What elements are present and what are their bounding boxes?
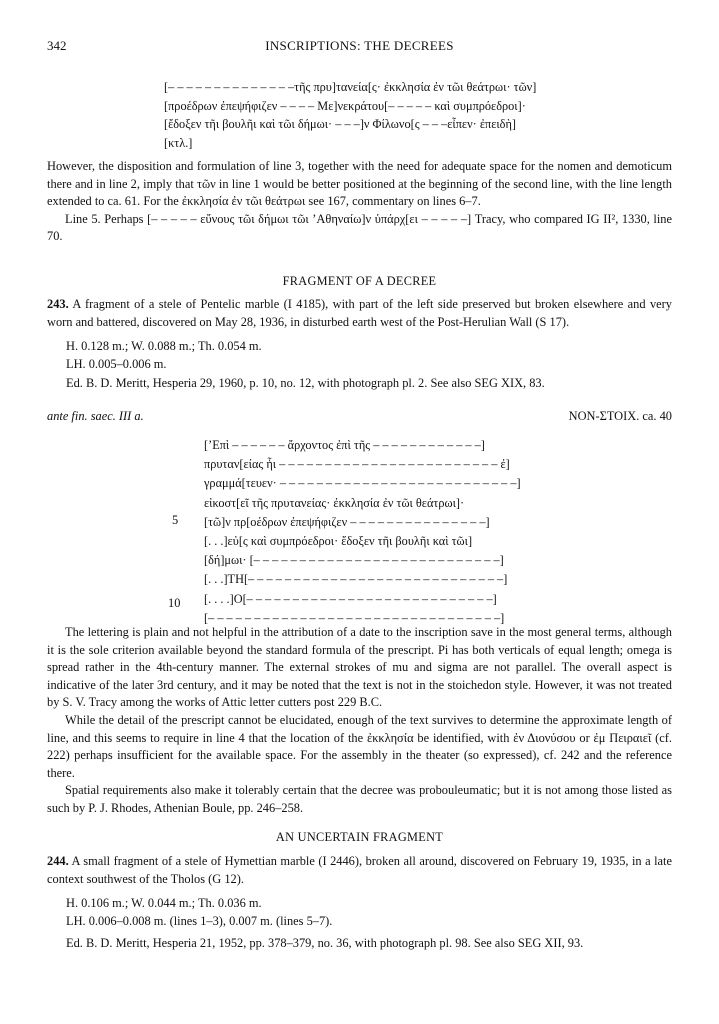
- entry-description-text: A small fragment of a stele of Hymettian marble (I 2446), broken all around, discovered on February 19, 1935, in a late context southwest of the Tholos (G 12).: [47, 854, 672, 886]
- page-number: 342: [47, 38, 67, 53]
- entry-number: 244.: [47, 854, 69, 868]
- commentary-p2-text: Line 5. Perhaps [– – – – – εὔνους τῶι δήμωι τῶι ’Αθηναίω]ν ὑπάρχ[ει – – – – –] Tracy, who compared IG II², 1330, line 70.: [47, 211, 672, 244]
- inscription-line: [. . .]ΤΗ[– – – – – – – – – – – – – – – – – – – – – – – – – – – –]: [204, 572, 508, 587]
- edition-reference: Ed. B. D. Meritt, Hesperia 29, 1960, p. 10, no. 12, with photograph pl. 2. See also SEG XIX, 83.: [66, 376, 545, 390]
- entry-description-text: A fragment of a stele of Pentelic marble (I 4185), with part of the left side preserved but broken elsewhere and very worn and battered, discovered on May 28, 1936, in disturbed earth west of the Post-Herulian Wall (S 17).: [47, 297, 672, 329]
- inscription-line: [δή]μωι· [– – – – – – – – – – – – – – – – – – – – – – – – – – –]: [204, 553, 504, 568]
- inscription-line: [προέδρων ἐπεψήφιζεν – – – – Με]νεκράτου[– – – – – καὶ συμπρόεδροι]·: [164, 98, 526, 113]
- line-number: 10: [168, 596, 181, 610]
- inscription-line: [. . . .]Ο[– – – – – – – – – – – – – – – – – – – – – – – – – – –]: [204, 591, 497, 606]
- top-inscription: [164, 78, 536, 152]
- section-heading-244: AN UNCERTAIN FRAGMENT: [275, 830, 444, 844]
- inscription-line: [. . .]εὐ[ς καὶ συμπρόεδροι· ἔδοξεν τῆι βουλῆι καὶ τῶι]: [204, 534, 473, 549]
- running-header: [47, 38, 672, 56]
- entry-244-measurements: [66, 895, 332, 930]
- line-number: 5: [172, 513, 179, 527]
- commentary-paragraph: [47, 158, 672, 211]
- running-title: INSCRIPTIONS: THE DECREES: [265, 38, 454, 53]
- inscription-line: πρυταν[είας ἧι – – – – – – – – – – – – – – – – – – – – – – – – ἐ]: [204, 457, 510, 472]
- inscription-line: [κτλ.]: [164, 135, 193, 150]
- date: ante fin. saec. III a.: [47, 409, 144, 423]
- letter-height: LH. 0.005–0.006 m.: [66, 356, 167, 371]
- inscription-line: [– – – – – – – – – – – – – – – – – – – – – – – – – – – – – – – –]: [204, 610, 505, 625]
- inscription-line: [ἔδοξεν τῆι βουλῆι καὶ τῶι δήμωι· – – –]ν Φίλωνο[ς – – –εἶπεν· ἐπειδὴ]: [164, 117, 516, 132]
- commentary-paragraph: Spatial requirements also make it tolerably certain that the decree was probouleumatic; but it is not among those listed as such by P. J. Rhodes, Athenian Boule, pp. 246–258.: [47, 783, 672, 815]
- inscription-line: [– – – – – – – – – – – – – –τῆς πρυ]τανεία[ς· ἐκκλησία ἐν τῶι θεάτρωι· τῶν]: [164, 80, 537, 94]
- commentary-paragraph: While the detail of the prescript cannot be elucidated, enough of the text survives to determine the approximate length of line, and this seems to require in line 4 that the location of the ἐκκλησία be identified, with ἐν Διονύσου or ἐμ Πειραιεῖ (cf. 222) perhaps insufficient for the available space. For the assembly in the theater (so expressed), cf. 242 and the reference there.: [47, 712, 672, 780]
- entry-number: 243.: [47, 297, 69, 311]
- entry-244-description: [47, 853, 672, 888]
- entry-243-measurements: [66, 338, 262, 373]
- section-heading-243: FRAGMENT OF A DECREE: [282, 274, 437, 288]
- commentary-p1-text: However, the disposition and formulation of line 3, together with the need for adequate space for the nomen and demoticum there and in line 2, imply that τῶν in line 1 would be better positioned at the beginning of the second line, with the line length extended to ca. 61. For the ἐκκλησία ἐν τῶι θεάτρωι see 167, commentary on lines 6–7.: [47, 159, 672, 209]
- commentary-243: [47, 624, 672, 818]
- entry-243-description: [47, 296, 672, 331]
- commentary-paragraph: The lettering is plain and not helpful in the attribution of a date to the inscription save in the most general terms, although it is the sole criterion available beyond the standard formula of the prescript. Pi has both verticals of equal length; omega is spread rather in the 4th-century manner. The external strokes of mu and sigma are not parallel. The overall aspect is indicative of the later 3rd century, and it may be noted that the text is not in the stoichedon style. However, it was not treated by S. V. Tracy among the works of Attic letter cutters post 229 B.C.: [47, 625, 672, 710]
- style-note: NON-ΣΤΟΙΧ. ca. 40: [568, 409, 672, 423]
- inscription-243: [204, 436, 521, 628]
- inscription-line: γραμμά[τευεν· – – – – – – – – – – – – – – – – – – – – – – – – – –]: [204, 476, 521, 491]
- inscription-line: [’Επὶ – – – – – – ἄρχοντος ἐπὶ τῆς – – – – – – – – – – – –]: [204, 438, 485, 452]
- inscription-line: [τῶ]ν πρ[οέδρων ἐπεψήφιζεν – – – – – – – – – – – – – – –]: [204, 514, 490, 529]
- commentary-top: [47, 158, 672, 246]
- letter-height: LH. 0.006–0.008 m. (lines 1–3), 0.007 m. (lines 5–7).: [66, 913, 333, 928]
- commentary-paragraph: [47, 211, 672, 246]
- edition-reference: Ed. B. D. Meritt, Hesperia 21, 1952, pp. 378–379, no. 36, with photograph pl. 98. See also SEG XII, 93.: [66, 936, 584, 950]
- dimensions: H. 0.128 m.; W. 0.088 m.; Th. 0.054 m.: [66, 339, 262, 353]
- dimensions: H. 0.106 m.; W. 0.044 m.; Th. 0.036 m.: [66, 896, 262, 910]
- inscription-line: εἰκοστ[εῖ τῆς πρυτανείας· ἐκκλησία ἐν τῶι θεάτρωι]·: [204, 495, 465, 510]
- date-style-row: [47, 409, 672, 427]
